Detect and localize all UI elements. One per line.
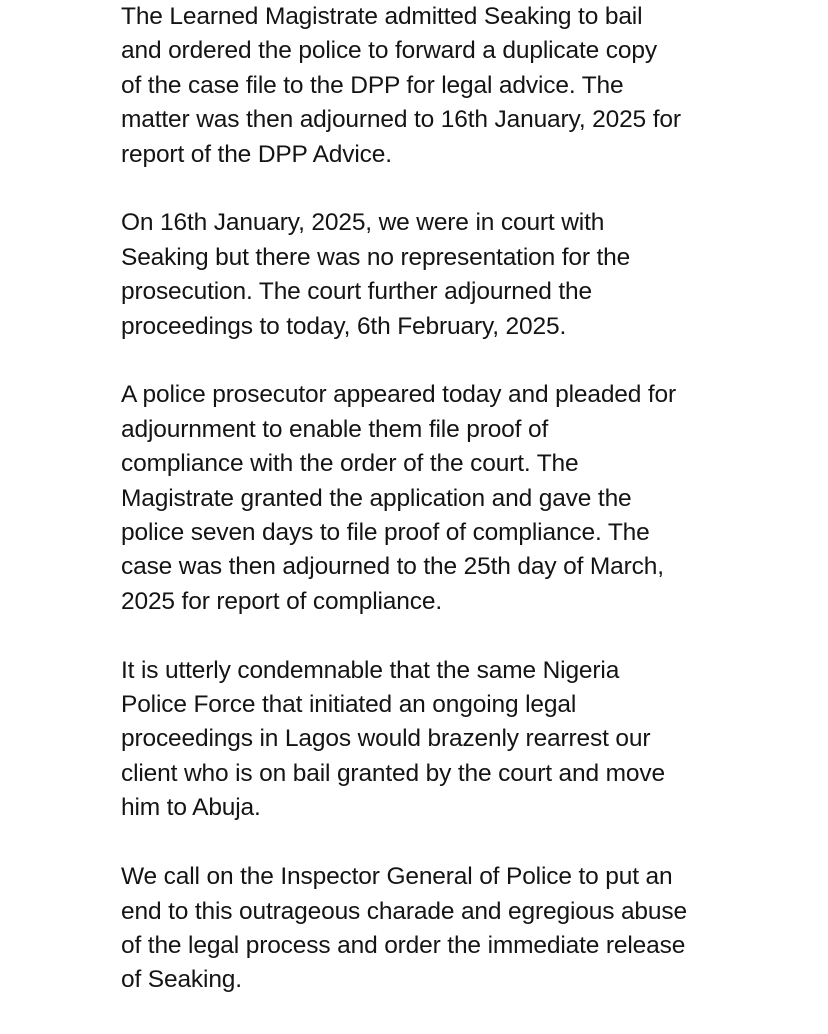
text-line: matter was then adjourned to 16th January, 2025 for	[121, 106, 681, 134]
text-line: We call on the Inspector General of Police to put an	[121, 863, 673, 891]
paragraph-condemnation	[121, 654, 761, 826]
text-line: of the legal process and order the immediate release	[121, 931, 686, 959]
text-line: police seven days to file proof of compliance. The	[121, 519, 650, 547]
text-line: client who is on bail granted by the court and move	[121, 759, 665, 787]
text-line: prosecution. The court further adjourned the	[121, 278, 592, 306]
text-line: him to Abuja.	[121, 794, 261, 822]
text-line: end to this outrageous charade and egregious abuse	[121, 897, 687, 925]
text-line: The Learned Magistrate admitted Seaking to bail	[121, 3, 643, 30]
paragraph-bail-order	[121, 0, 761, 172]
text-line: 2025 for report of compliance.	[121, 587, 442, 615]
text-line: A police prosecutor appeared today and pleaded for	[121, 381, 677, 409]
text-line: adjournment to enable them file proof of	[121, 415, 549, 443]
text-line: of the case file to the DPP for legal advice. The	[121, 71, 624, 99]
paragraph-january-hearing	[121, 206, 761, 344]
text-line: case was then adjourned to the 25th day of March,	[121, 553, 664, 581]
statement-document	[121, 0, 761, 1032]
text-line: proceedings in Lagos would brazenly rearrest our	[121, 725, 651, 753]
text-line: Magistrate granted the application and gave the	[121, 484, 632, 512]
text-line: Police Force that initiated an ongoing legal	[121, 691, 577, 719]
paragraph-call-to-action	[121, 860, 761, 998]
text-line: It is utterly condemnable that the same Nigeria	[121, 656, 620, 684]
text-line: Seaking but there was no representation for the	[121, 243, 631, 271]
text-line: compliance with the order of the court. The	[121, 450, 579, 478]
text-line: On 16th January, 2025, we were in court with	[121, 209, 605, 237]
text-line: of Seaking.	[121, 966, 242, 994]
text-line: and ordered the police to forward a duplicate copy	[121, 37, 657, 65]
paragraph-february-hearing	[121, 378, 761, 619]
text-line: proceedings to today, 6th February, 2025.	[121, 312, 567, 340]
text-line: report of the DPP Advice.	[121, 140, 392, 168]
